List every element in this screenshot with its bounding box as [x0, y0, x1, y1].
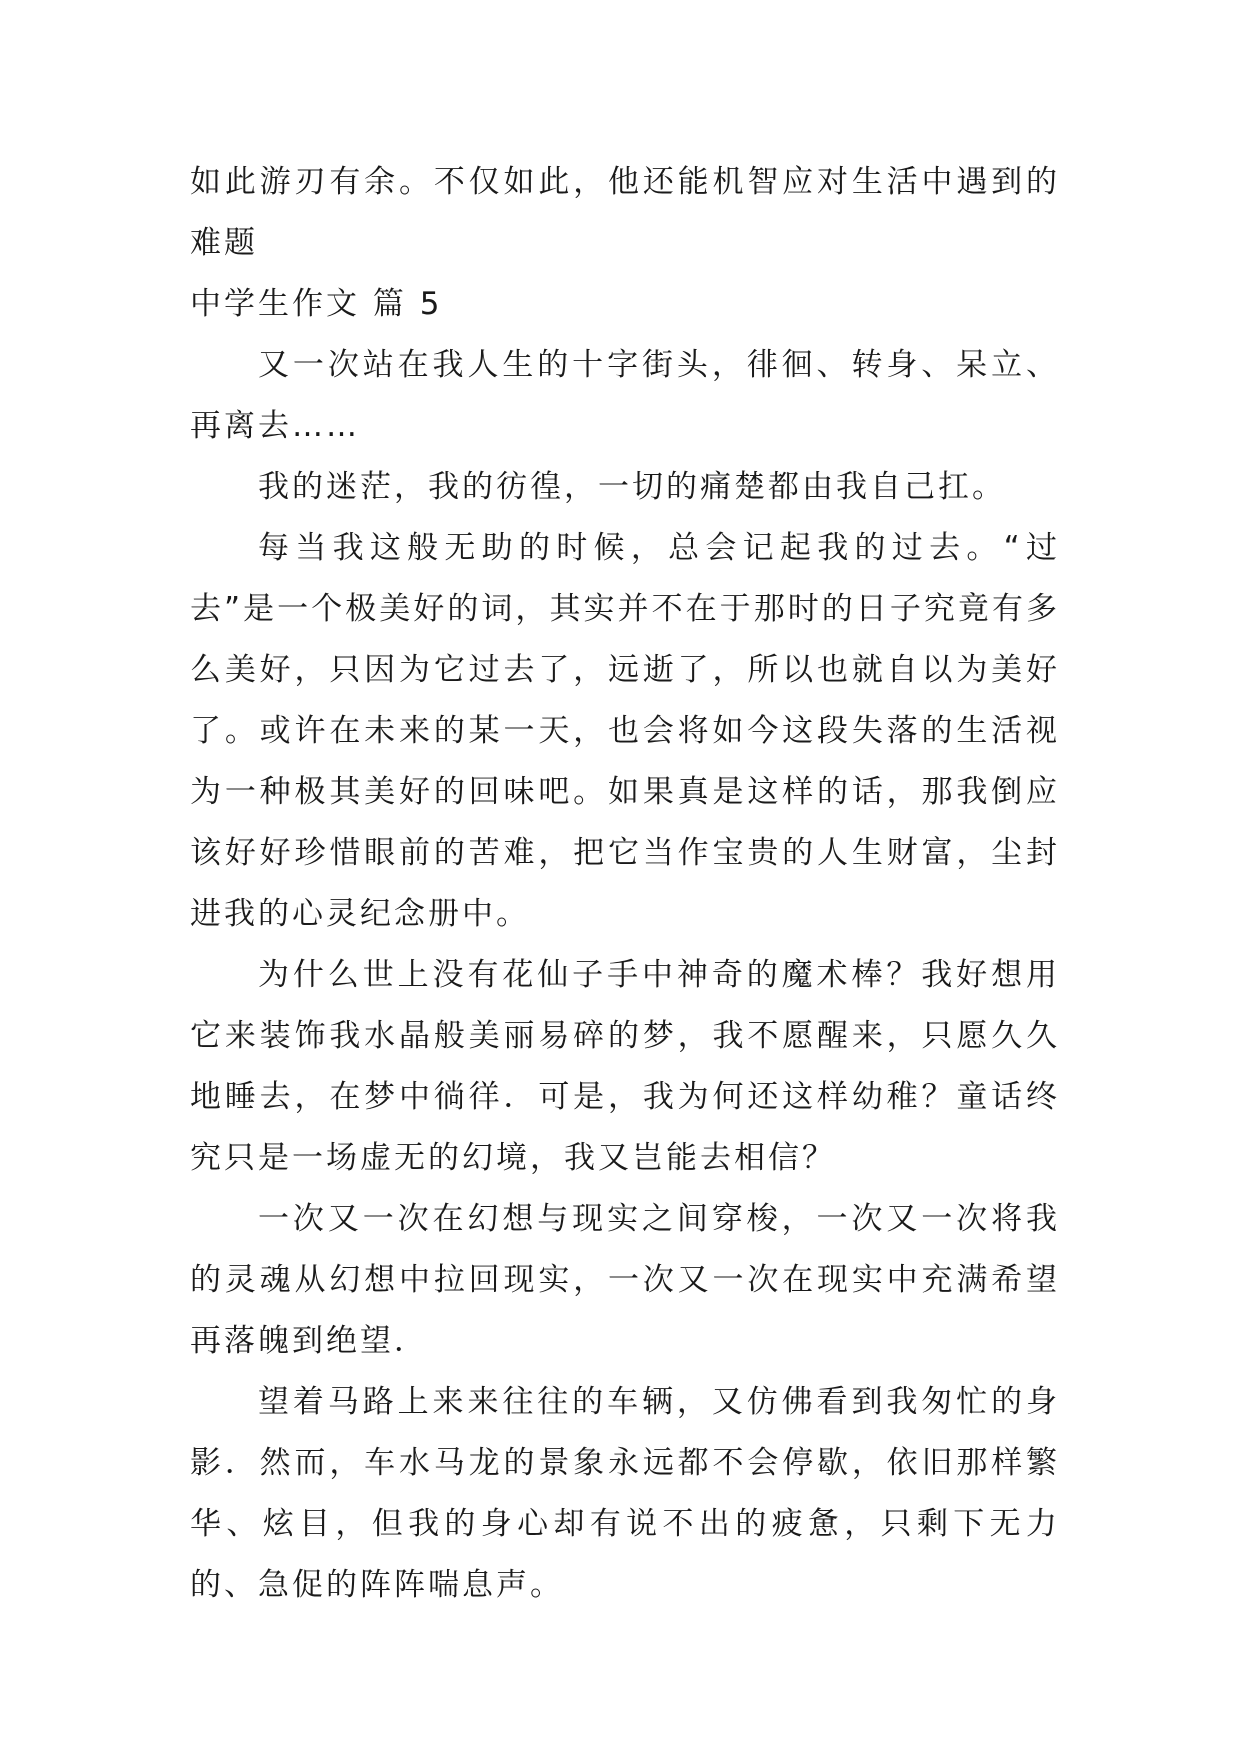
paragraph: 我的迷茫，我的彷徨，一切的痛楚都由我自己扛。 — [258, 469, 1006, 505]
paragraph: 每当我这般无助的时候，总会记起我的过去。“过去”是一个极美好的词，其实并不在于那时的日子究竟有多么美好，只因为它过去了，远逝了，所以也就自以为美好了。或许在未来的某一天，也会将如今这段失落的生活视为一种极其美好的回味吧。如果真是这样的话，那我倒应该好好珍惜眼前的苦难，把它当作宝贵的人生财富，尘封进我的心灵纪念册中。 — [190, 530, 1060, 932]
paragraph: 又一次站在我人生的十字街头，徘徊、转身、呆立、再离去…… — [190, 347, 1060, 444]
carryover-paragraph: 如此游刃有余。不仅如此，他还能机智应对生活中遇到的难题 — [190, 164, 1060, 261]
section-heading: 中学生作文 篇 5 — [190, 286, 443, 322]
paragraph: 一次又一次在幻想与现实之间穿梭，一次又一次将我的灵魂从幻想中拉回现实，一次又一次在现实中充满希望再落魄到绝望． — [190, 1201, 1060, 1359]
document-body — [190, 152, 1060, 1616]
paragraph: 望着马路上来来往往的车辆，又仿佛看到我匆忙的身影．然而，车水马龙的景象永远都不会停歇，依旧那样繁华、炫目，但我的身心却有说不出的疲惫，只剩下无力的、急促的阵阵喘息声。 — [190, 1384, 1060, 1603]
paragraph: 为什么世上没有花仙子手中神奇的魔术棒？我好想用它来装饰我水晶般美丽易碎的梦，我不愿醒来，只愿久久地睡去，在梦中徜徉．可是，我为何还这样幼稚？童话终究只是一场虚无的幻境，我又岂能去相信？ — [190, 957, 1060, 1176]
